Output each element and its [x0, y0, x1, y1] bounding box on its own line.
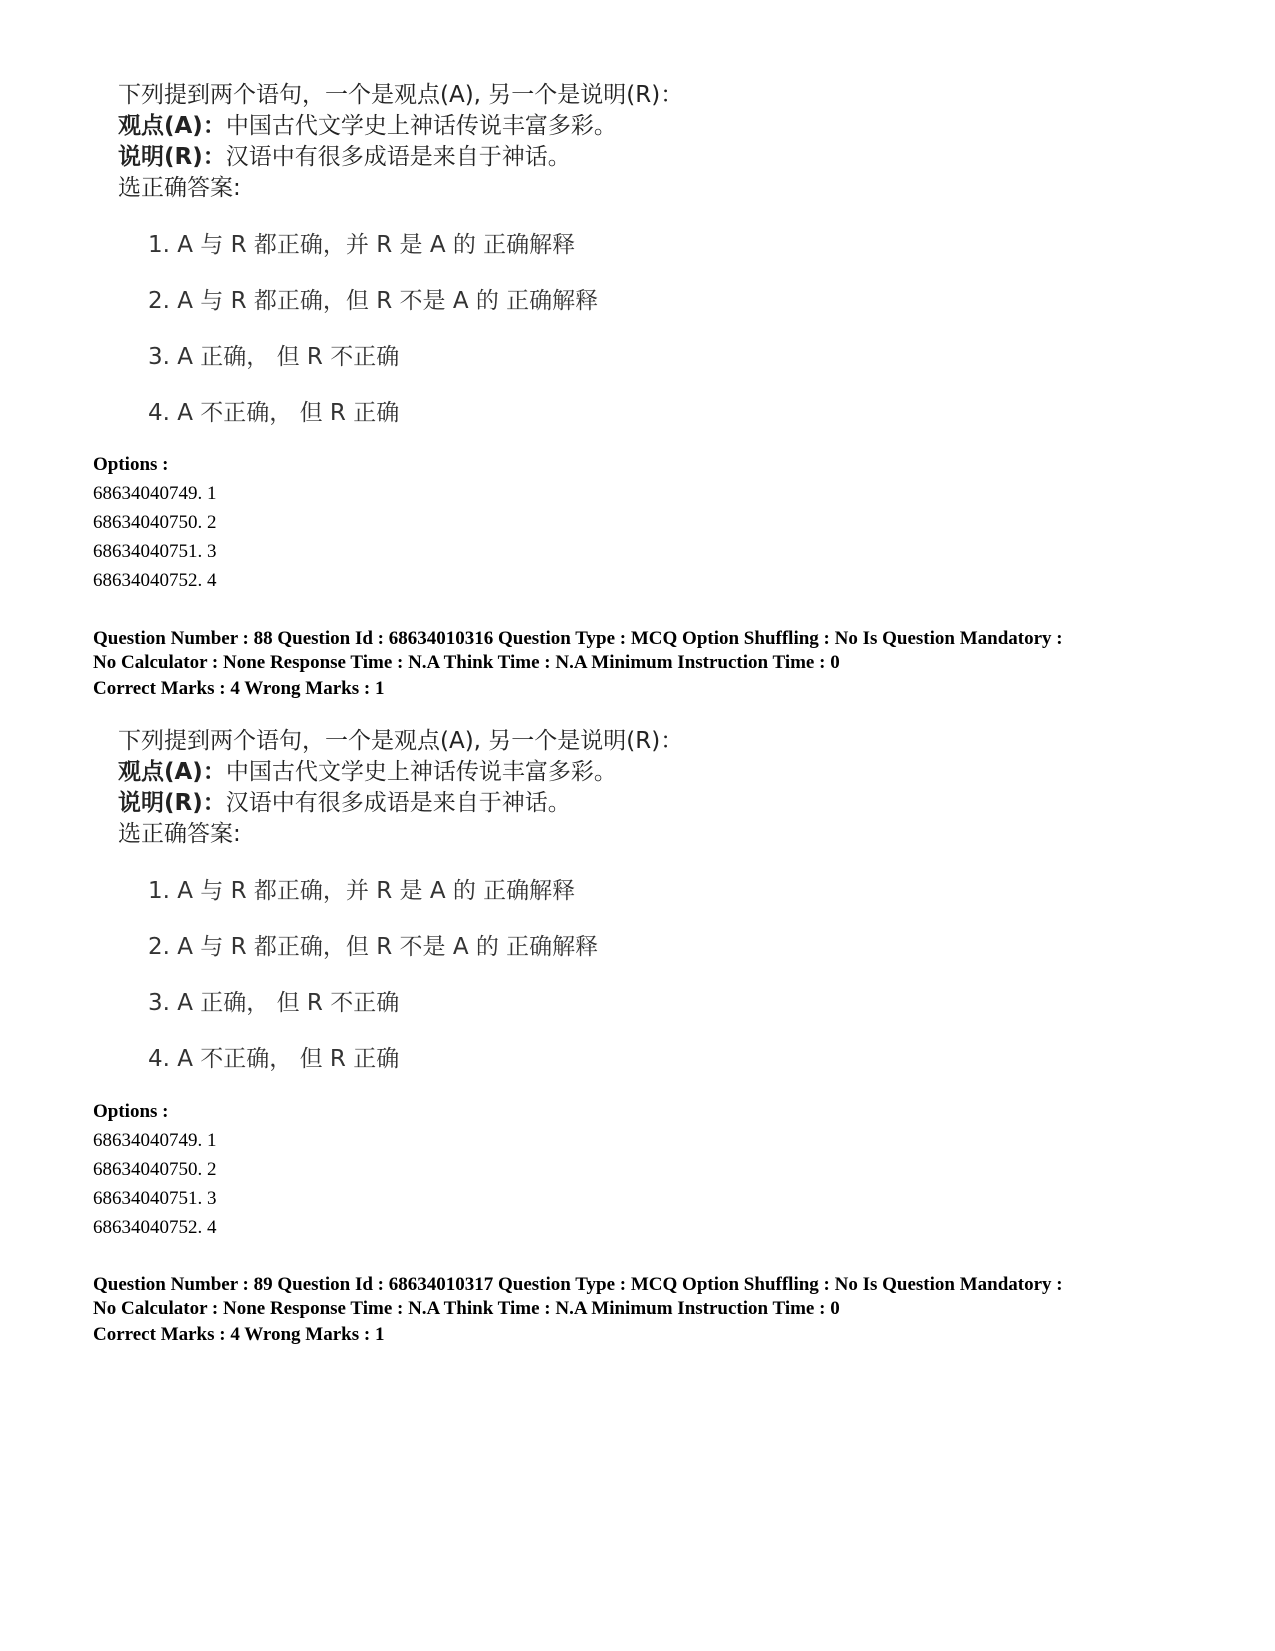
choice-4: 4. A 不正确， 但 R 正确	[148, 1046, 400, 1072]
options-header: Options :	[93, 454, 169, 475]
option-item: 68634040749. 1	[93, 483, 217, 504]
options-header: Options :	[93, 1101, 169, 1122]
question-87-statement	[118, 80, 718, 440]
assertion-line	[118, 757, 718, 788]
option-item: 68634040750. 2	[93, 1159, 217, 1180]
statement-prompt: 选正确答案:	[118, 175, 241, 201]
choice-2: 2. A 与 R 都正确，但 R 不是 A 的 正确解释	[148, 288, 599, 314]
meta-line-1: Question Number : 88 Question Id : 68634010316 Question Type : MCQ Option Shuffling : No Is Question Mandatory :	[93, 628, 1063, 649]
option-item: 68634040749. 1	[93, 1130, 217, 1151]
choice-3: 3. A 正确， 但 R 不正确	[148, 990, 400, 1016]
assertion-text: 中国古代文学史上神话传说丰富多彩。	[225, 113, 617, 139]
reason-line	[118, 142, 718, 173]
question-88-marks: Correct Marks : 4 Wrong Marks : 1	[93, 678, 385, 699]
question-89-meta	[93, 1273, 1213, 1321]
question-88-options	[93, 1097, 217, 1242]
option-item: 68634040751. 3	[93, 541, 217, 562]
option-item: 68634040752. 4	[93, 1217, 217, 1238]
meta-line-2: No Calculator : None Response Time : N.A Think Time : N.A Minimum Instruction Time : 0	[93, 652, 840, 673]
choice-2: 2. A 与 R 都正确，但 R 不是 A 的 正确解释	[148, 934, 599, 960]
choice-1: 1. A 与 R 都正确，并 R 是 A 的 正确解释	[148, 232, 576, 258]
reason-text: 汉语中有很多成语是来自于神话。	[225, 144, 571, 170]
option-item: 68634040750. 2	[93, 512, 217, 533]
statement-intro: 下列提到两个语句，一个是观点(A), 另一个是说明(R)：	[118, 82, 684, 108]
reason-text: 汉语中有很多成语是来自于神话。	[225, 790, 571, 816]
question-89-marks: Correct Marks : 4 Wrong Marks : 1	[93, 1324, 385, 1345]
question-88-meta	[93, 627, 1213, 675]
option-item: 68634040752. 4	[93, 570, 217, 591]
reason-label: 说明(R)：	[118, 144, 226, 170]
choice-3: 3. A 正确， 但 R 不正确	[148, 344, 400, 370]
statement-intro: 下列提到两个语句，一个是观点(A), 另一个是说明(R)：	[118, 728, 684, 754]
question-87-options	[93, 450, 217, 595]
choice-1: 1. A 与 R 都正确，并 R 是 A 的 正确解释	[148, 878, 576, 904]
reason-line	[118, 788, 718, 819]
question-88-statement	[118, 726, 718, 1086]
choice-4: 4. A 不正确， 但 R 正确	[148, 400, 400, 426]
option-item: 68634040751. 3	[93, 1188, 217, 1209]
assertion-label: 观点(A)：	[118, 113, 226, 139]
assertion-line	[118, 111, 718, 142]
meta-line-1: Question Number : 89 Question Id : 68634010317 Question Type : MCQ Option Shuffling : No Is Question Mandatory :	[93, 1274, 1063, 1295]
meta-line-2: No Calculator : None Response Time : N.A Think Time : N.A Minimum Instruction Time : 0	[93, 1298, 840, 1319]
statement-prompt: 选正确答案:	[118, 821, 241, 847]
assertion-text: 中国古代文学史上神话传说丰富多彩。	[225, 759, 617, 785]
reason-label: 说明(R)：	[118, 790, 226, 816]
assertion-label: 观点(A)：	[118, 759, 226, 785]
